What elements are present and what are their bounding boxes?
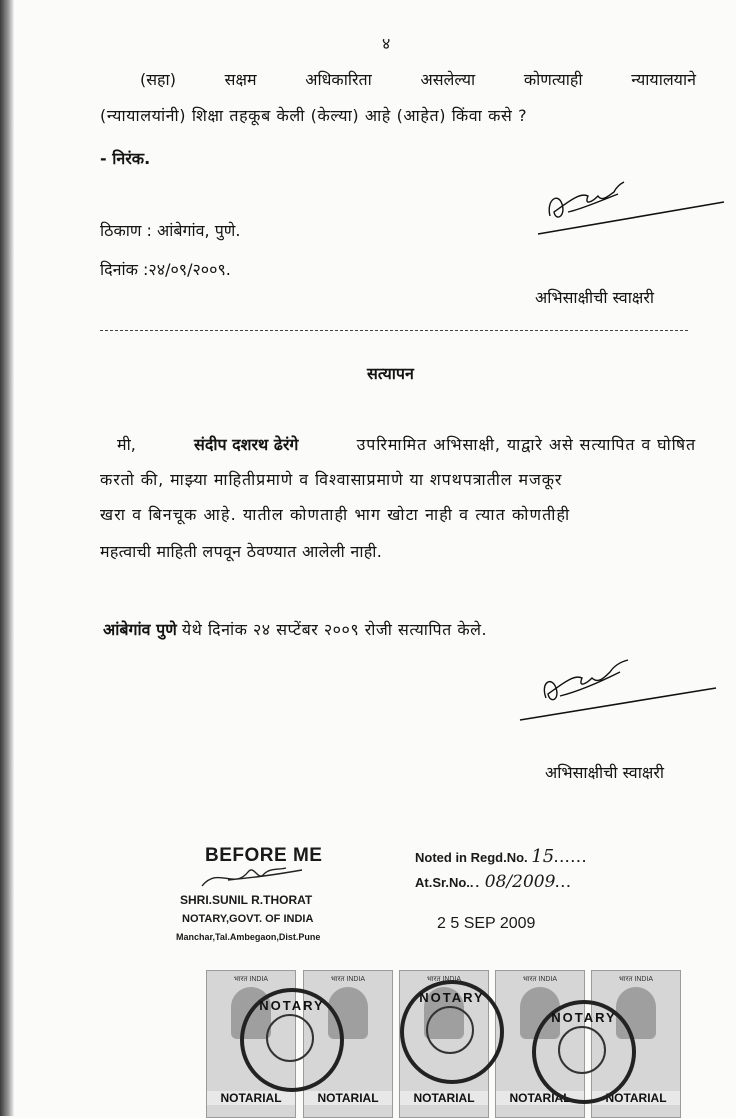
paragraph-line-1-word: (सहा) — [140, 70, 176, 89]
sr-value: 08/2009 — [484, 872, 556, 892]
page-binding-edge — [0, 0, 14, 1116]
verification-line-1-rest: उपरिमामित अभिसाक्षी, याद्वारे असे सत्यापित व घोषित — [356, 435, 696, 454]
before-me-label: BEFORE ME — [205, 845, 323, 866]
notary-seal-icon — [532, 1000, 636, 1104]
paragraph-line-1-word: सक्षम — [224, 70, 257, 89]
verification-line-2: करतो की, माझ्या माहितीप्रमाणे व विश्वासाप्रमाणे या शपथपत्रातील मजकूर — [100, 470, 563, 489]
answer-nil: - निरंक. — [100, 149, 151, 168]
stamp-header: भारत INDIA — [522, 976, 558, 983]
date-line: दिनांक :२४/०९/२००९. — [100, 260, 231, 279]
seal-text: NOTARY — [259, 998, 325, 1013]
seal-text: NOTARY — [419, 990, 485, 1005]
section-divider — [100, 330, 688, 331]
stamp-label: NOTARIAL — [207, 1091, 295, 1105]
verification-place-date — [103, 618, 487, 640]
stamp-header: भारत INDIA — [330, 976, 366, 983]
paragraph-line-1-word: असलेल्या — [420, 70, 476, 89]
deponent-signature-2 — [516, 648, 722, 724]
deponent-signature-1 — [528, 172, 728, 242]
notary-signature — [198, 860, 308, 894]
stamp-label: NOTARIAL — [496, 1091, 584, 1105]
seal-text: NOTARY — [551, 1010, 617, 1025]
stamp-header: भारत INDIA — [618, 976, 654, 983]
notary-seal-icon — [240, 988, 344, 1092]
paragraph-line-1 — [140, 68, 696, 90]
signature-caption-2: अभिसाक्षीची स्वाक्षरी — [545, 763, 665, 782]
paragraph-line-1-word: कोणत्याही — [523, 70, 583, 89]
notary-title: NOTARY,GOVT. OF INDIA — [182, 913, 314, 925]
sr-label: At.Sr.No. — [415, 875, 470, 890]
verification-heading: सत्यापन — [367, 364, 414, 383]
stamp-header: भारत INDIA — [233, 976, 269, 983]
place-line: ठिकाण : आंबेगांव, पुणे. — [100, 221, 241, 240]
verification-prefix: मी, — [117, 435, 136, 454]
notarial-stamp-strip — [206, 970, 676, 1116]
verification-line-1 — [117, 433, 696, 455]
stamp-header: भारत INDIA — [426, 976, 462, 983]
verification-line-3: खरा व बिनचूक आहे. यातील कोणताही भाग खोटा नाही व त्यात कोणतीही — [100, 505, 571, 524]
paragraph-line-2: (न्यायालयांनी) शिक्षा तहकूब केली (केल्या) आहे (आहेत) किंवा कसे ? — [100, 106, 528, 125]
stamp-label: NOTARIAL — [400, 1091, 488, 1105]
page-number: ४ — [382, 34, 391, 53]
verification-line-4: महत्वाची माहिती लपवून ठेवण्यात आलेली नाही. — [100, 542, 383, 561]
verification-place: आंबेगांव पुणे — [103, 620, 177, 639]
stamp-label: NOTARIAL — [592, 1091, 680, 1105]
regd-value: 15 — [531, 846, 555, 867]
regd-number-row: Noted in Regd.No. 15...... — [415, 846, 588, 867]
stamp-label: NOTARIAL — [304, 1091, 392, 1105]
notary-seal-icon — [400, 980, 504, 1084]
sr-number-row: At.Sr.No... 08/2009... — [415, 872, 573, 892]
notary-name: SHRI.SUNIL R.THORAT — [180, 893, 313, 907]
regd-label: Noted in Regd.No. — [415, 850, 528, 865]
notary-address: Manchar,Tal.Ambegaon,Dist.Pune — [176, 932, 321, 942]
deponent-name: संदीप दशरथ ढेरंगे — [194, 435, 299, 454]
signature-caption-1: अभिसाक्षीची स्वाक्षरी — [535, 288, 655, 307]
stamp-date: 2 5 SEP 2009 — [437, 915, 536, 932]
verification-date-text: येथे दिनांक २४ सप्टेंबर २००९ रोजी सत्यापित केले. — [181, 620, 488, 639]
paragraph-line-1-word: न्यायालयाने — [631, 70, 696, 89]
paragraph-line-1-word: अधिकारिता — [305, 70, 372, 89]
